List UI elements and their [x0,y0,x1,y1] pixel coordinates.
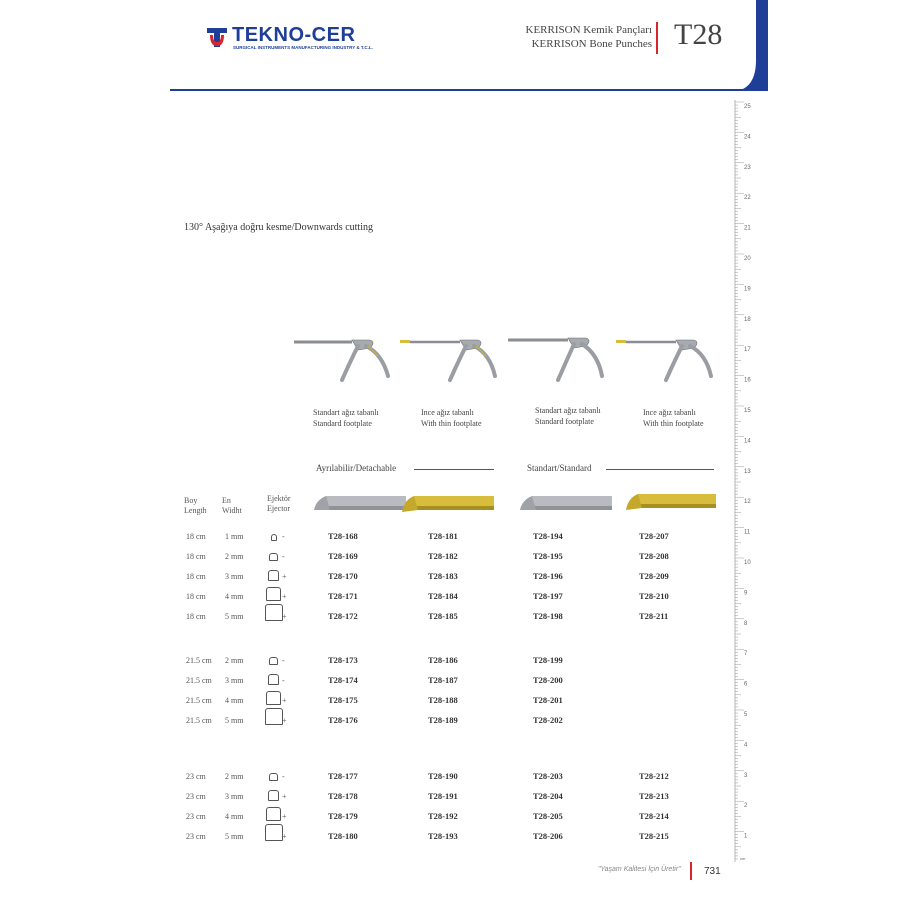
row-ejector: - [282,552,285,561]
ruler-unit: cm [740,856,746,861]
product-code: T28-183 [428,571,458,581]
product-code: T28-193 [428,831,458,841]
caption-tr: Ince ağız tabanlı [421,408,474,417]
row-ejector: - [282,656,285,665]
product-code: T28-211 [639,611,669,621]
product-code: T28-184 [428,591,458,601]
row-length: 23 cm [186,832,206,841]
row-length: 23 cm [186,812,206,821]
header-length-en: Length [184,506,207,515]
ruler-label: 11 [744,529,751,536]
product-code: T28-179 [328,811,358,821]
group-rule-detachable [414,469,494,470]
product-code: T28-173 [328,655,358,665]
product-code: T28-207 [639,531,669,541]
jaw-width-shape [269,773,277,781]
footer-divider [690,862,692,880]
caption-en: With thin footplate [643,419,704,428]
tip-closeup-2 [400,492,494,516]
product-code: T28-182 [428,551,458,561]
instrument-caption-3 [535,405,601,427]
product-code: T28-171 [328,591,358,601]
ruler-label: 12 [744,499,751,506]
product-code: T28-204 [533,791,563,801]
product-code: T28-191 [428,791,458,801]
row-width: 4 mm [225,812,244,821]
tip-closeup-1 [312,492,406,516]
product-code: T28-181 [428,531,458,541]
page-title-en: KERRISON Bone Punches [531,38,652,50]
product-code: T28-169 [328,551,358,561]
ruler-label: 16 [744,377,751,384]
group-rule-standard [606,469,714,470]
product-code: T28-201 [533,695,563,705]
row-width: 3 mm [225,572,244,581]
row-length: 21.5 cm [186,716,212,725]
jaw-width-shape [265,824,283,841]
row-width: 4 mm [225,592,244,601]
ruler-label: 5 [744,712,748,718]
company-logo [206,24,373,52]
jaw-width-shape [265,708,283,725]
row-length: 23 cm [186,772,206,781]
ruler-label: 25 [744,104,751,110]
product-code: T28-177 [328,771,358,781]
row-length: 18 cm [186,612,206,621]
product-code: T28-185 [428,611,458,621]
instrument-image-2 [398,332,498,387]
row-ejector: + [282,696,287,705]
measurement-ruler [734,100,764,862]
header-length-tr: Boy [184,496,198,505]
row-width: 2 mm [225,552,244,561]
jaw-width-shape [266,587,281,601]
instrument-caption-2 [421,407,482,429]
row-length: 18 cm [186,592,206,601]
ruler-label: 4 [744,742,748,749]
header-width-en: Widht [222,506,242,515]
tip-closeup-4 [624,490,716,514]
row-ejector: + [282,792,287,801]
row-ejector: + [282,612,287,621]
product-code: T28-192 [428,811,458,821]
row-length: 18 cm [186,552,206,561]
product-code: T28-195 [533,551,563,561]
product-code: T28-172 [328,611,358,621]
footer-slogan: "Yaşam Kalitesi İçin Üretir" [598,866,681,873]
product-code: T28-168 [328,531,358,541]
product-code: T28-180 [328,831,358,841]
jaw-width-shape [268,790,280,801]
tip-closeup-3 [518,492,612,516]
product-code: T28-197 [533,591,563,601]
instrument-image-4 [614,332,714,387]
product-code: T28-206 [533,831,563,841]
header-ejector-en: Ejector [267,504,291,513]
row-width: 1 mm [225,532,244,541]
logo-subtitle: SURGICAL INSTRUMENTS MANUFACTURING INDUSTRY & T.C.L. [233,45,373,50]
jaw-width-shape [269,553,277,561]
row-ejector: - [282,676,285,685]
row-width: 5 mm [225,612,244,621]
row-width: 2 mm [225,656,244,665]
row-length: 21.5 cm [186,676,212,685]
ruler-label: 10 [744,560,751,566]
page-title-tr: KERRISON Kemik Pançları [525,24,652,36]
ruler-label: 3 [744,772,748,779]
product-code: T28-203 [533,771,563,781]
product-code: T28-213 [639,791,669,801]
row-width: 5 mm [225,832,244,841]
catalog-code: T28 [674,18,723,51]
row-length: 18 cm [186,532,206,541]
page-number: 731 [704,866,721,877]
ruler-label: 20 [744,256,751,262]
logo-wordmark: TEKNO-CER [232,24,356,46]
product-code: T28-175 [328,695,358,705]
row-ejector: + [282,572,287,581]
ruler-label: 1 [744,833,748,840]
row-width: 2 mm [225,772,244,781]
ruler-label: 23 [744,164,751,171]
title-divider [656,22,658,54]
ruler-label: 14 [744,438,751,445]
caption-en: Standard footplate [535,417,594,426]
product-code: T28-174 [328,675,358,685]
instrument-image-3 [506,332,606,387]
ruler-label: 6 [744,681,748,688]
product-code: T28-209 [639,571,669,581]
product-code: T28-196 [533,571,563,581]
ruler-label: 7 [744,651,748,658]
product-code: T28-178 [328,791,358,801]
row-ejector: + [282,592,287,601]
row-length: 18 cm [186,572,206,581]
row-ejector: + [282,812,287,821]
product-code: T28-205 [533,811,563,821]
caption-tr: Standart ağız tabanlı [535,406,601,415]
product-code: T28-215 [639,831,669,841]
jaw-width-shape [269,657,277,665]
header-rule [170,89,750,91]
instrument-caption-1 [313,407,379,429]
product-code: T28-194 [533,531,563,541]
row-ejector: + [282,832,287,841]
section-label: 130° Aşağıya doğru kesme/Downwards cutting [184,222,373,233]
product-code: T28-189 [428,715,458,725]
product-code: T28-198 [533,611,563,621]
product-code: T28-200 [533,675,563,685]
product-code: T28-199 [533,655,563,665]
product-code: T28-170 [328,571,358,581]
row-width: 4 mm [225,696,244,705]
row-width: 3 mm [225,676,244,685]
jaw-width-shape [271,534,277,541]
header-length [184,496,207,516]
product-code: T28-188 [428,695,458,705]
group-label-standard: Standart/Standard [527,463,592,473]
header-width [222,496,242,516]
product-code: T28-214 [639,811,669,821]
product-code: T28-210 [639,591,669,601]
instrument-caption-4 [643,407,704,429]
ruler-label: 22 [744,195,751,202]
jaw-width-shape [265,604,283,621]
row-ejector: - [282,532,285,541]
ruler-label: 19 [744,286,751,293]
instrument-image-1 [292,332,392,387]
row-length: 21.5 cm [186,696,212,705]
jaw-width-shape [266,807,281,821]
header-ejector-tr: Ejektör [267,494,291,503]
ruler-label: 21 [744,225,751,232]
product-code: T28-190 [428,771,458,781]
ruler-label: 8 [744,620,748,627]
caption-tr: Standart ağız tabanlı [313,408,379,417]
jaw-width-shape [268,570,280,581]
jaw-width-shape [266,691,281,705]
product-code: T28-187 [428,675,458,685]
caption-tr: Ince ağız tabanlı [643,408,696,417]
ruler-label: 24 [744,134,751,141]
row-ejector: - [282,772,285,781]
product-code: T28-202 [533,715,563,725]
product-code: T28-186 [428,655,458,665]
ruler-label: 2 [744,803,748,810]
row-length: 21.5 cm [186,656,212,665]
header-ejector [267,494,291,514]
header-corner-accent [736,0,768,91]
header-width-tr: En [222,496,231,505]
caption-en: Standard footplate [313,419,372,428]
jaw-width-shape [268,674,280,685]
product-code: T28-208 [639,551,669,561]
row-ejector: + [282,716,287,725]
group-label-detachable: Ayrılabilir/Detachable [316,463,397,473]
product-code: T28-212 [639,771,669,781]
logo-emblem-icon [206,26,228,48]
ruler-label: 13 [744,468,751,475]
product-code: T28-176 [328,715,358,725]
ruler-label: 15 [744,408,751,414]
row-width: 5 mm [225,716,244,725]
ruler-label: 9 [744,590,748,597]
caption-en: With thin footplate [421,419,482,428]
row-width: 3 mm [225,792,244,801]
row-length: 23 cm [186,792,206,801]
ruler-label: 18 [744,316,751,323]
ruler-label: 17 [744,347,751,354]
